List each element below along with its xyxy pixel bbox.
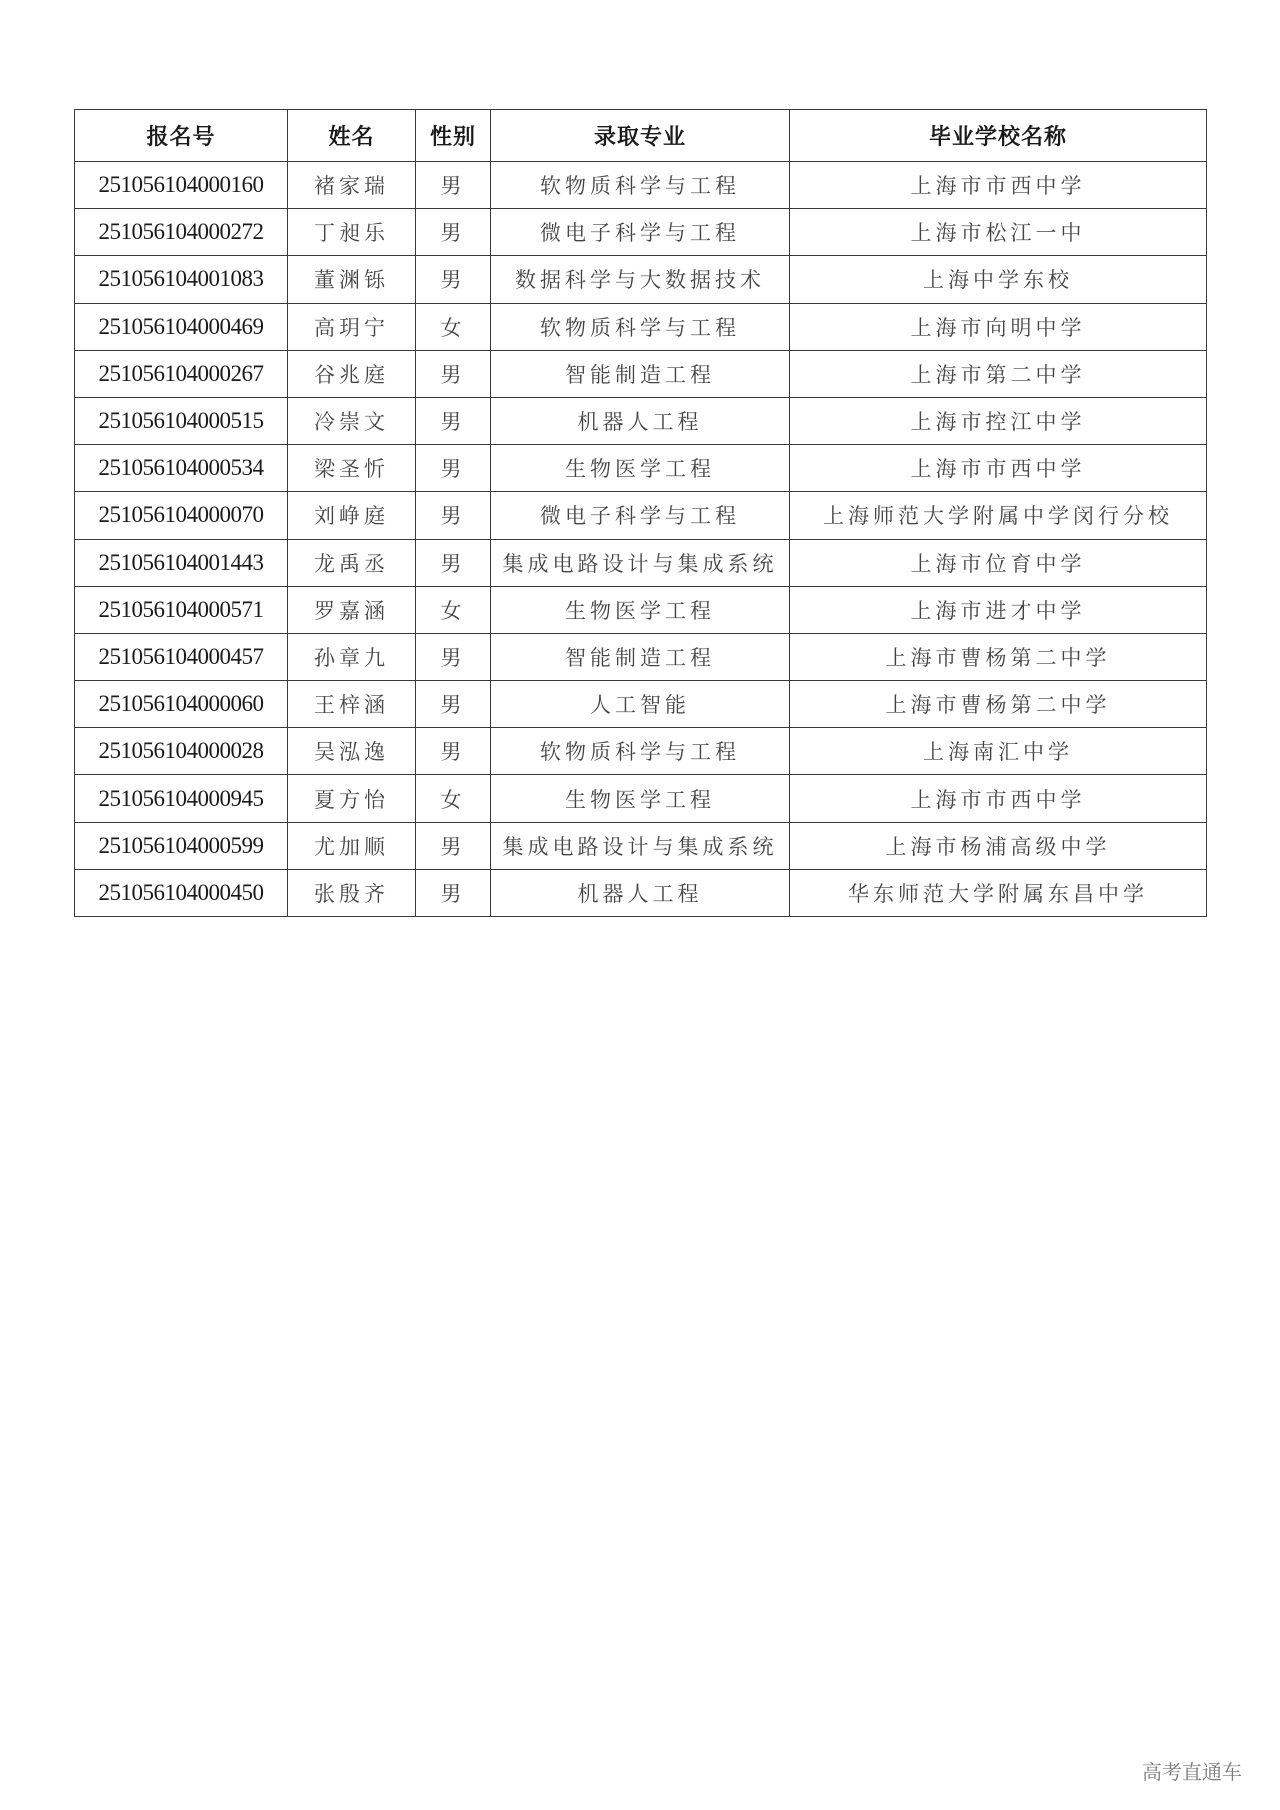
table-row — [75, 256, 1207, 303]
cell-graduating-school: 上海中学东校 — [790, 256, 1207, 303]
cell-gender: 男 — [416, 350, 491, 397]
table-row — [75, 822, 1207, 869]
cell-graduating-school: 上海市向明中学 — [790, 303, 1207, 350]
cell-registration-number: 251056104000571 — [75, 586, 288, 633]
cell-name: 夏方怡 — [288, 775, 416, 822]
cell-admitted-major: 机器人工程 — [491, 869, 790, 916]
cell-name: 吴泓逸 — [288, 728, 416, 775]
cell-gender: 女 — [416, 775, 491, 822]
cell-admitted-major: 微电子科学与工程 — [491, 492, 790, 539]
cell-name: 龙禹丞 — [288, 539, 416, 586]
cell-name: 罗嘉涵 — [288, 586, 416, 633]
cell-admitted-major: 生物医学工程 — [491, 586, 790, 633]
cell-name: 高玥宁 — [288, 303, 416, 350]
cell-name: 王梓涵 — [288, 681, 416, 728]
cell-gender: 男 — [416, 633, 491, 680]
cell-admitted-major: 软物质科学与工程 — [491, 303, 790, 350]
cell-admitted-major: 集成电路设计与集成系统 — [491, 822, 790, 869]
cell-registration-number: 251056104000070 — [75, 492, 288, 539]
cell-graduating-school: 上海市位育中学 — [790, 539, 1207, 586]
table-row — [75, 633, 1207, 680]
header-name: 姓名 — [288, 110, 416, 162]
cell-admitted-major: 人工智能 — [491, 681, 790, 728]
cell-graduating-school: 上海市曹杨第二中学 — [790, 633, 1207, 680]
cell-gender: 女 — [416, 303, 491, 350]
table-row — [75, 539, 1207, 586]
cell-gender: 男 — [416, 492, 491, 539]
cell-admitted-major: 微电子科学与工程 — [491, 209, 790, 256]
table-row — [75, 397, 1207, 444]
cell-registration-number: 251056104000515 — [75, 397, 288, 444]
cell-name: 孙章九 — [288, 633, 416, 680]
cell-admitted-major: 生物医学工程 — [491, 445, 790, 492]
header-admitted-major: 录取专业 — [491, 110, 790, 162]
cell-graduating-school: 上海市第二中学 — [790, 350, 1207, 397]
table-row — [75, 492, 1207, 539]
cell-admitted-major: 机器人工程 — [491, 397, 790, 444]
cell-admitted-major: 软物质科学与工程 — [491, 728, 790, 775]
cell-graduating-school: 上海市曹杨第二中学 — [790, 681, 1207, 728]
table-body — [75, 162, 1207, 917]
table-row — [75, 350, 1207, 397]
admission-list-table — [74, 109, 1207, 917]
cell-admitted-major: 数据科学与大数据技术 — [491, 256, 790, 303]
cell-gender: 男 — [416, 445, 491, 492]
table-row — [75, 728, 1207, 775]
cell-name: 褚家瑞 — [288, 162, 416, 209]
cell-admitted-major: 生物医学工程 — [491, 775, 790, 822]
cell-graduating-school: 华东师范大学附属东昌中学 — [790, 869, 1207, 916]
cell-registration-number: 251056104000060 — [75, 681, 288, 728]
table-row — [75, 209, 1207, 256]
watermark-text: 高考直通车 — [1142, 1760, 1242, 1784]
header-gender: 性别 — [416, 110, 491, 162]
cell-graduating-school: 上海市市西中学 — [790, 445, 1207, 492]
cell-gender: 男 — [416, 869, 491, 916]
cell-graduating-school: 上海师范大学附属中学闵行分校 — [790, 492, 1207, 539]
cell-registration-number: 251056104000945 — [75, 775, 288, 822]
cell-admitted-major: 智能制造工程 — [491, 350, 790, 397]
cell-admitted-major: 智能制造工程 — [491, 633, 790, 680]
cell-graduating-school: 上海南汇中学 — [790, 728, 1207, 775]
cell-registration-number: 251056104000450 — [75, 869, 288, 916]
table-row — [75, 681, 1207, 728]
cell-gender: 男 — [416, 822, 491, 869]
cell-name: 尤加顺 — [288, 822, 416, 869]
table-row — [75, 162, 1207, 209]
cell-graduating-school: 上海市市西中学 — [790, 162, 1207, 209]
cell-gender: 男 — [416, 209, 491, 256]
cell-name: 谷兆庭 — [288, 350, 416, 397]
cell-admitted-major: 软物质科学与工程 — [491, 162, 790, 209]
cell-gender: 女 — [416, 586, 491, 633]
cell-name: 梁圣忻 — [288, 445, 416, 492]
cell-registration-number: 251056104000028 — [75, 728, 288, 775]
table-row — [75, 586, 1207, 633]
cell-gender: 男 — [416, 256, 491, 303]
table-header-row — [75, 110, 1207, 162]
cell-graduating-school: 上海市进才中学 — [790, 586, 1207, 633]
header-registration-number: 报名号 — [75, 110, 288, 162]
cell-name: 冷崇文 — [288, 397, 416, 444]
cell-gender: 男 — [416, 162, 491, 209]
cell-gender: 男 — [416, 681, 491, 728]
cell-name: 丁昶乐 — [288, 209, 416, 256]
cell-graduating-school: 上海市市西中学 — [790, 775, 1207, 822]
header-graduating-school: 毕业学校名称 — [790, 110, 1207, 162]
cell-name: 刘峥庭 — [288, 492, 416, 539]
cell-graduating-school: 上海市杨浦高级中学 — [790, 822, 1207, 869]
cell-registration-number: 251056104001443 — [75, 539, 288, 586]
cell-registration-number: 251056104001083 — [75, 256, 288, 303]
table-row — [75, 303, 1207, 350]
cell-registration-number: 251056104000160 — [75, 162, 288, 209]
cell-registration-number: 251056104000534 — [75, 445, 288, 492]
table-row — [75, 869, 1207, 916]
cell-registration-number: 251056104000267 — [75, 350, 288, 397]
cell-name: 董渊铄 — [288, 256, 416, 303]
cell-gender: 男 — [416, 397, 491, 444]
cell-registration-number: 251056104000599 — [75, 822, 288, 869]
table-row — [75, 445, 1207, 492]
cell-name: 张殷齐 — [288, 869, 416, 916]
cell-admitted-major: 集成电路设计与集成系统 — [491, 539, 790, 586]
cell-registration-number: 251056104000469 — [75, 303, 288, 350]
table-row — [75, 775, 1207, 822]
cell-gender: 男 — [416, 728, 491, 775]
cell-graduating-school: 上海市控江中学 — [790, 397, 1207, 444]
cell-registration-number: 251056104000272 — [75, 209, 288, 256]
cell-graduating-school: 上海市松江一中 — [790, 209, 1207, 256]
cell-registration-number: 251056104000457 — [75, 633, 288, 680]
cell-gender: 男 — [416, 539, 491, 586]
